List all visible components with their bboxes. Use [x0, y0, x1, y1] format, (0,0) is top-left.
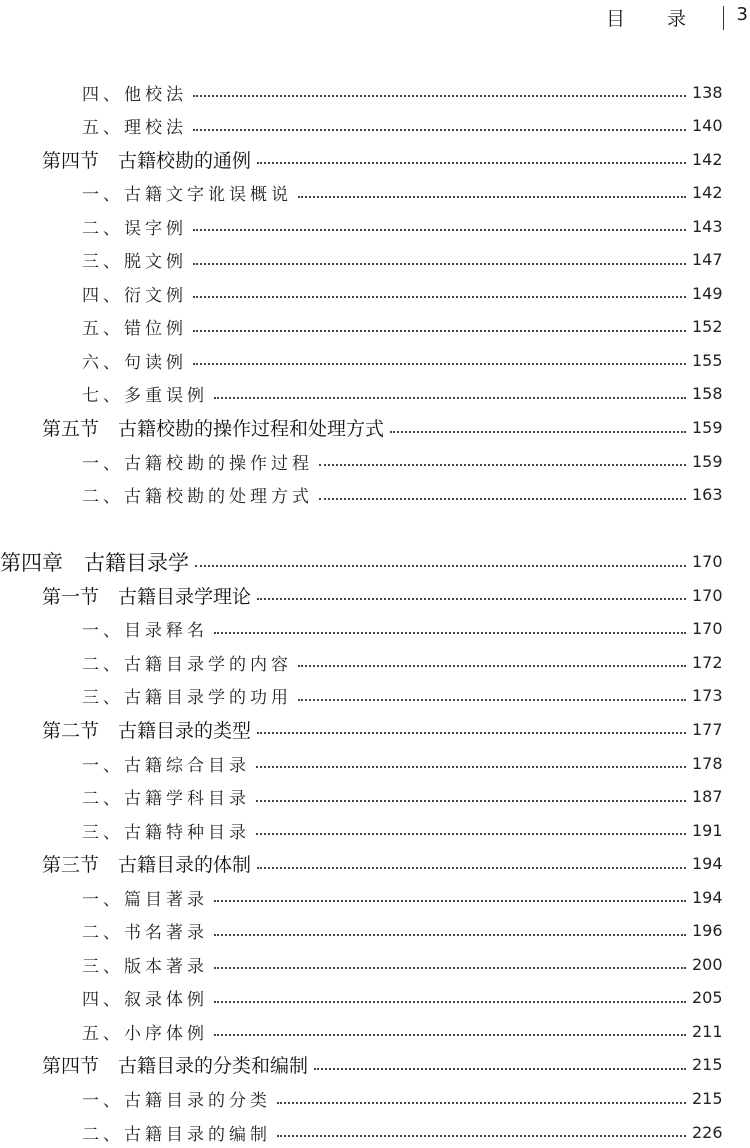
- dot-leader: [314, 1068, 686, 1070]
- toc-page-number: 159: [692, 451, 723, 471]
- dot-leader: [298, 699, 686, 701]
- toc-entry-title: 五、理校法: [82, 118, 187, 139]
- toc-entry-title: 七、多重误例: [82, 386, 208, 407]
- toc-section-row[interactable]: [42, 713, 722, 745]
- toc-page-number: 159: [692, 418, 723, 437]
- dot-leader: [319, 464, 686, 466]
- toc-page-number: 194: [692, 854, 723, 874]
- toc-page-number: 140: [692, 116, 723, 136]
- toc-item-row[interactable]: [82, 177, 722, 209]
- dot-leader: [193, 129, 686, 131]
- toc-page-number: 178: [692, 753, 723, 773]
- toc-page-number: 158: [692, 384, 723, 404]
- dot-leader: [298, 196, 686, 198]
- toc-item-row[interactable]: [82, 814, 722, 846]
- dot-leader: [193, 363, 686, 365]
- toc-page-number: 205: [692, 988, 723, 1008]
- toc-page-number: 155: [692, 350, 723, 370]
- toc-entry-title: 第一节 古籍目录学理论: [42, 585, 252, 608]
- toc-entry-title: 二、书名著录: [82, 923, 208, 944]
- toc-entry-title: 四、他校法: [82, 84, 187, 105]
- toc-page-number: 211: [692, 1021, 723, 1041]
- toc-item-row[interactable]: [82, 76, 722, 108]
- toc-page-number: 170: [692, 619, 723, 639]
- toc-entry-title: 三、古籍特种目录: [82, 822, 250, 843]
- toc-item-row[interactable]: [82, 982, 722, 1014]
- dot-leader: [277, 1135, 686, 1137]
- toc-item-row[interactable]: [82, 311, 722, 343]
- toc-item-row[interactable]: [82, 680, 722, 712]
- toc-page-number: 194: [692, 887, 723, 907]
- dot-leader: [193, 263, 686, 265]
- header-separator: [723, 6, 724, 30]
- toc-item-row[interactable]: [82, 277, 722, 309]
- dot-leader: [193, 95, 686, 97]
- toc-entry-title: 二、古籍目录学的内容: [82, 654, 292, 675]
- toc-item-row[interactable]: [82, 1083, 722, 1115]
- toc-entry-title: 二、古籍目录的编制: [82, 1124, 271, 1145]
- toc-item-row[interactable]: [82, 613, 722, 645]
- toc-page-number: 142: [692, 183, 723, 203]
- toc-item-row[interactable]: [82, 110, 722, 142]
- dot-leader: [256, 766, 686, 768]
- toc-page-number: 226: [692, 1122, 723, 1142]
- toc-item-row[interactable]: [82, 915, 722, 947]
- toc-page-number: 149: [692, 283, 723, 303]
- toc-entry-title: 三、脱文例: [82, 252, 187, 273]
- toc-entry-title: 一、目录释名: [82, 621, 208, 642]
- toc-item-row[interactable]: [82, 210, 722, 242]
- toc-page-number: 177: [692, 719, 723, 739]
- dot-leader: [214, 397, 686, 399]
- toc-section-row[interactable]: [42, 848, 722, 880]
- toc-entry-title: 第四节 古籍校勘的通例: [42, 149, 252, 172]
- toc-item-row[interactable]: [82, 881, 722, 913]
- dot-leader: [257, 598, 686, 600]
- toc-item-row[interactable]: [82, 445, 722, 477]
- toc-item-row[interactable]: [82, 378, 722, 410]
- toc-item-row[interactable]: [82, 948, 722, 980]
- toc-section-row[interactable]: [42, 412, 722, 444]
- toc-chapter-row[interactable]: [0, 546, 722, 578]
- toc-section-row[interactable]: [42, 579, 722, 611]
- dot-leader: [257, 867, 686, 869]
- dot-leader: [214, 900, 686, 902]
- dot-leader: [193, 229, 686, 231]
- toc-item-row[interactable]: [82, 747, 722, 779]
- dot-leader: [319, 498, 686, 500]
- toc-entry-title: 三、古籍目录学的功用: [82, 688, 292, 709]
- dot-leader: [195, 565, 686, 567]
- header-title: 目 录: [605, 8, 704, 30]
- toc-item-row[interactable]: [82, 244, 722, 276]
- toc-page-number: 170: [692, 585, 723, 605]
- toc-page-number: 215: [692, 1089, 723, 1108]
- toc-page-number: 200: [692, 954, 723, 974]
- dot-leader: [214, 934, 686, 936]
- toc-entry-title: 六、句读例: [82, 352, 187, 373]
- toc-item-row[interactable]: [82, 479, 722, 511]
- toc-entry-title: 第五节 古籍校勘的操作过程和处理方式: [42, 418, 385, 440]
- toc-page-number: 187: [692, 787, 723, 807]
- toc-page-number: 138: [692, 82, 723, 102]
- toc-entry-title: 第二节 古籍目录的类型: [42, 719, 252, 742]
- toc-entry-title: 五、错位例: [82, 319, 187, 340]
- dot-leader: [257, 732, 686, 734]
- dot-leader: [193, 296, 686, 298]
- toc-entry-title: 第三节 古籍目录的体制: [42, 854, 252, 877]
- toc-page-number: 191: [692, 820, 723, 840]
- toc-entry-title: 二、古籍学科目录: [82, 789, 250, 810]
- dot-leader: [214, 967, 686, 969]
- toc-item-row[interactable]: [82, 1015, 722, 1047]
- toc-item-row[interactable]: [82, 344, 722, 376]
- toc-entry-title: 第四节 古籍目录的分类和编制: [42, 1055, 309, 1078]
- header-page-number: 3: [736, 4, 748, 25]
- dot-leader: [214, 1001, 686, 1003]
- dot-leader: [256, 833, 686, 835]
- toc-page-number: 172: [692, 652, 723, 672]
- toc-page-number: 152: [692, 317, 723, 337]
- toc-entry-title: 一、古籍校勘的操作过程: [82, 453, 313, 474]
- toc-page-number: 142: [692, 149, 723, 169]
- toc-page-number: 147: [692, 250, 723, 270]
- toc-page-number: 215: [692, 1055, 723, 1075]
- toc-item-row[interactable]: [82, 781, 722, 813]
- dot-leader: [257, 162, 686, 164]
- toc-entry-title: 三、版本著录: [82, 956, 208, 977]
- toc-entry-title: 二、误字例: [82, 218, 187, 239]
- toc-entry-title: 四、叙录体例: [82, 990, 208, 1011]
- toc-entry-title: 一、古籍目录的分类: [82, 1091, 271, 1111]
- dot-leader: [256, 800, 686, 802]
- toc-section-row[interactable]: [42, 143, 722, 175]
- dot-leader: [390, 431, 686, 433]
- toc-page-number: 173: [692, 686, 723, 706]
- dot-leader: [298, 665, 686, 667]
- dot-leader: [214, 632, 686, 634]
- toc-entry-title: 一、古籍文字讹误概说: [82, 185, 292, 206]
- toc-item-row[interactable]: [82, 646, 722, 678]
- running-header: [550, 0, 750, 36]
- toc-entry-title: 一、古籍综合目录: [82, 755, 250, 776]
- toc-page-number: 170: [692, 552, 723, 572]
- toc-entry-title: 五、小序体例: [82, 1023, 208, 1044]
- toc-item-row[interactable]: [82, 1116, 722, 1148]
- toc-section-row[interactable]: [42, 1049, 722, 1081]
- dot-leader: [193, 330, 686, 332]
- toc-entry-title: 第四章 古籍目录学: [0, 550, 189, 575]
- dot-leader: [277, 1102, 686, 1104]
- toc-entry-title: 二、古籍校勘的处理方式: [82, 487, 313, 508]
- toc-entry-title: 四、衍文例: [82, 285, 187, 306]
- toc-page-number: 196: [692, 921, 723, 941]
- dot-leader: [214, 1034, 686, 1036]
- toc-page-number: 163: [692, 485, 723, 505]
- toc-page-number: 143: [692, 216, 723, 236]
- toc-entry-title: 一、篇目著录: [82, 889, 208, 910]
